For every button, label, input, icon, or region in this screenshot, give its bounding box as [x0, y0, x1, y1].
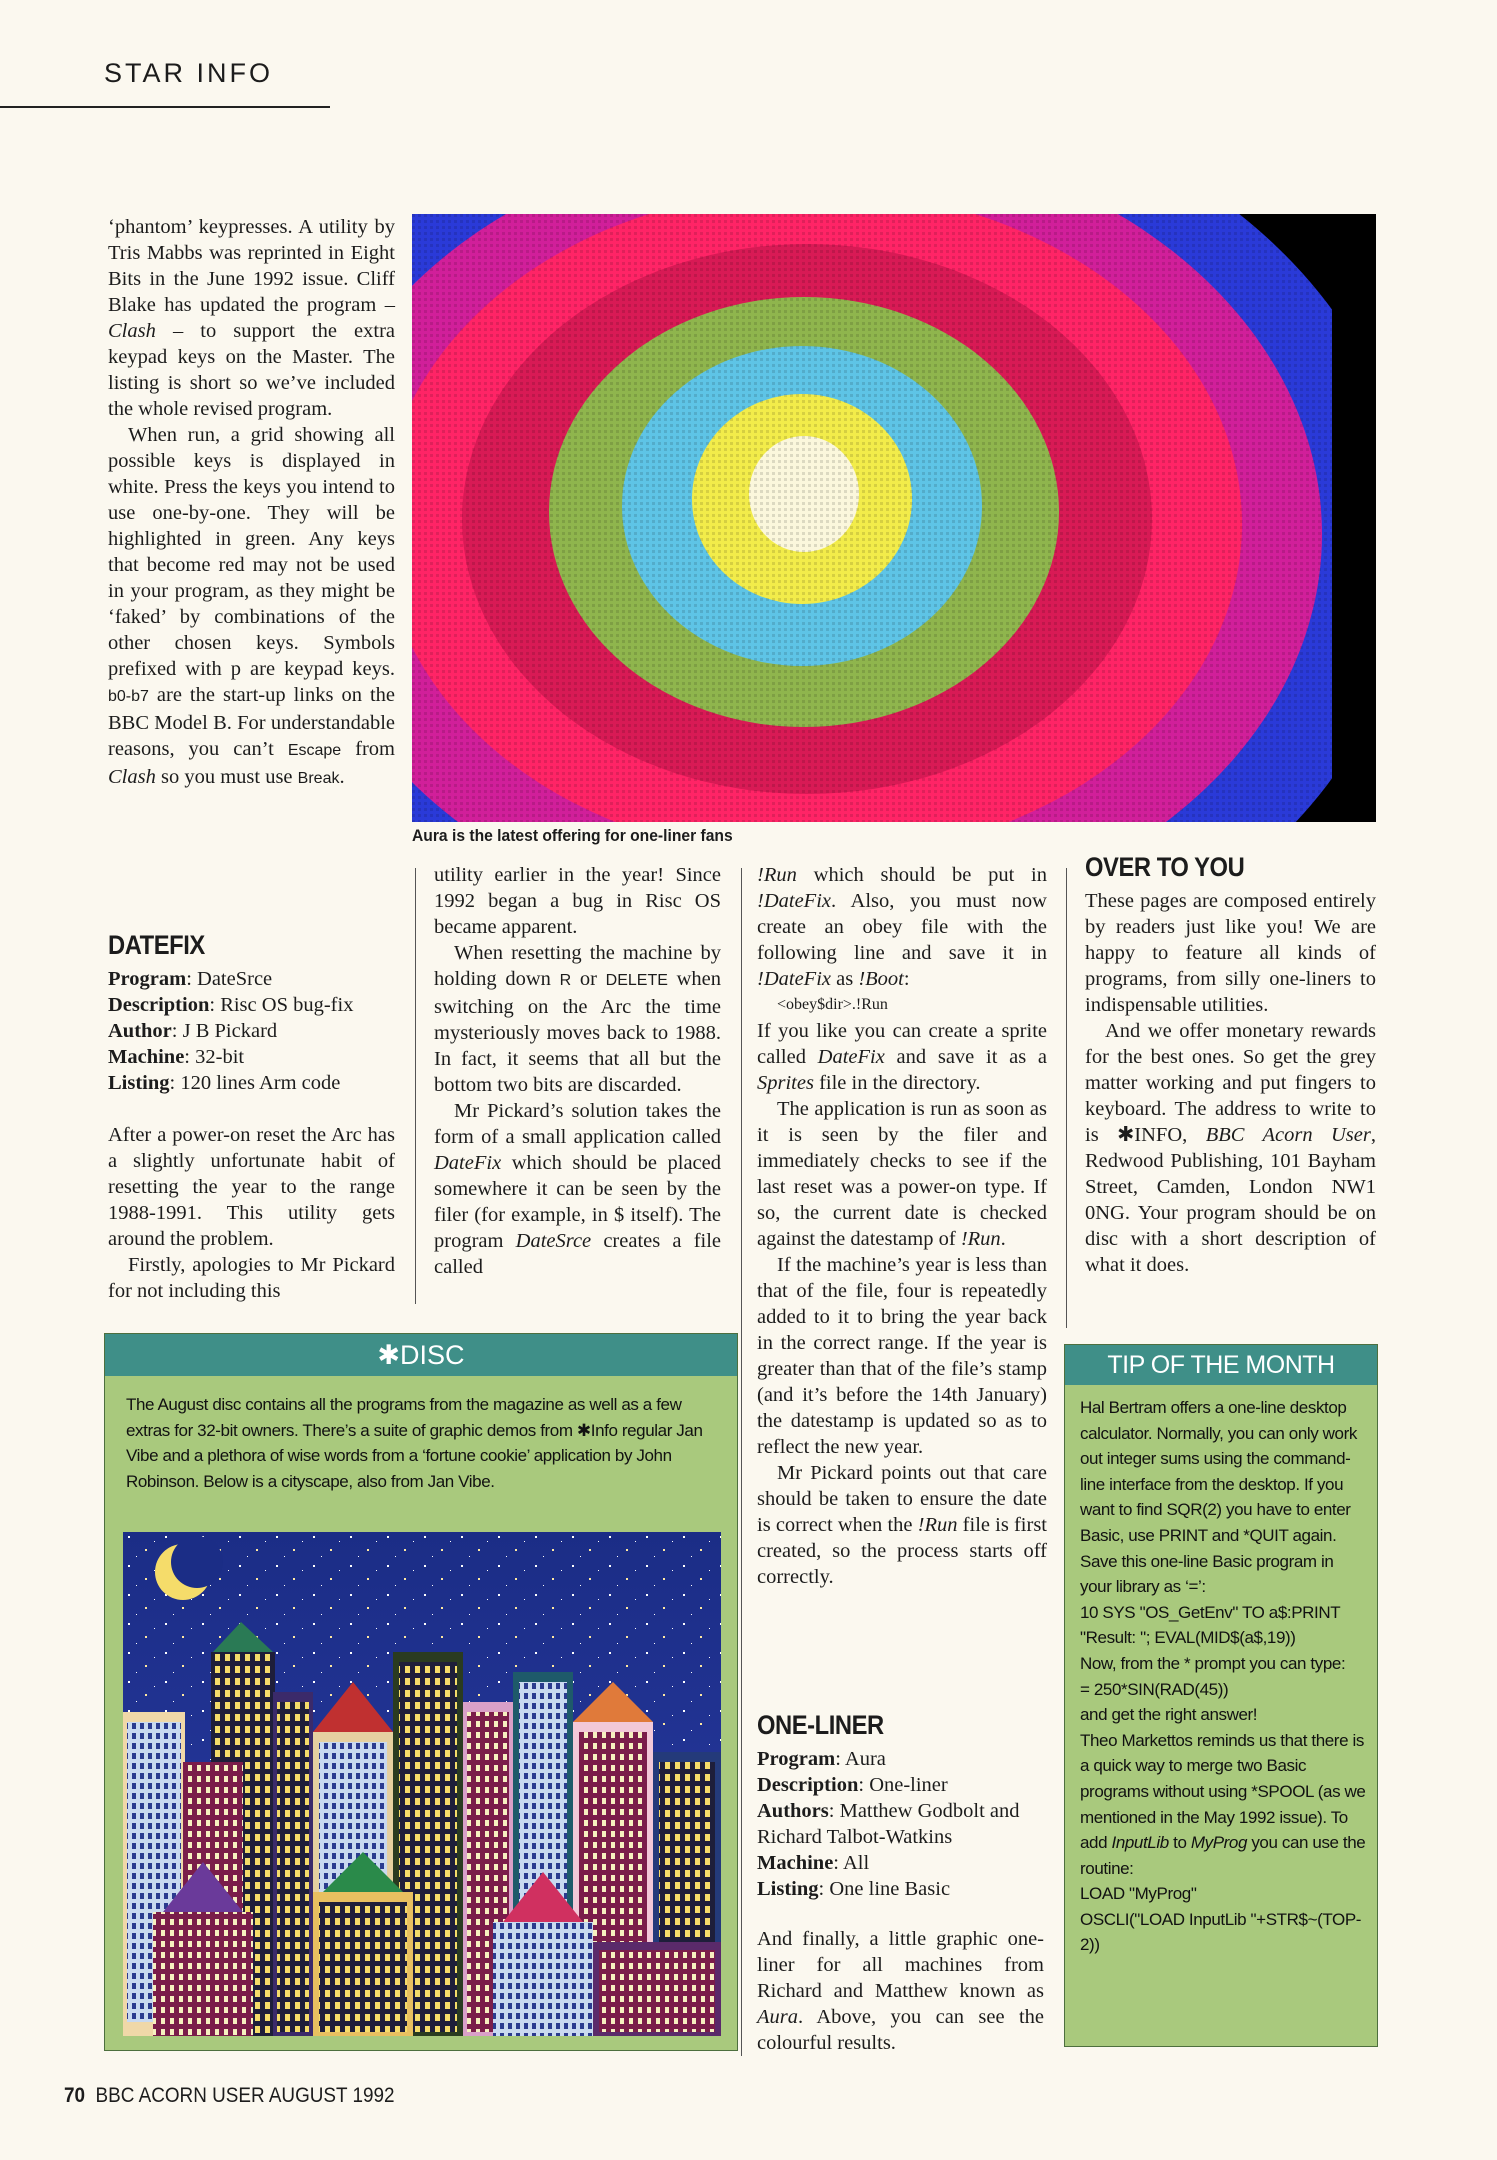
tip-code-2: = 250*SIN(RAD(45)) — [1080, 1679, 1229, 1699]
intro-column: ‘phantom’ keypresses. A utility by Tris Mabbs was reprinted in Eight Bits in the June 1992 issue. Cliff Blake has updated the program – Clash – to support the extra keypad keys on the Master. The listing is short so we’ve included the whole revised program. When run, a grid showing all possible keys is displayed in white. Press the keys you intend to use one-by-one. They will be highlighted in green. Any keys that become red may not be used in your program, as they might be ‘faked’ by combinations of the other chosen keys. Symbols prefixed with p are keypad keys. b0-b7 are the start-up links on the BBC Model B. For understandable reasons, you can’t Escape from Clash so you must use Break. — [108, 216, 395, 788]
column-rule-3 — [1066, 868, 1067, 1328]
obey-code: <obey$dir>.!Run — [777, 996, 888, 1013]
footer — [64, 2084, 395, 2108]
tip-code-3: LOAD "MyProg" — [1080, 1884, 1197, 1904]
tip-code-4: OSCLI("LOAD InputLib "+STR$~(TOP-2)) — [1080, 1909, 1362, 1955]
cityscape-image — [123, 1532, 721, 2036]
column-2: utility earlier in the year! Since 1992 began a bug in Risc OS became apparent. When resetting the machine by holding down R or DELETE when switching on the Arc the time mysteriously moves back to 1988. In fact, it seems that all but the bottom two bits are discarded. Mr Pickard’s solution takes the form of a small application called DateFix which should be placed somewhere it can be seen by the filer (for example, in $ itself). The program DateSrce creates a file called — [434, 864, 722, 1278]
over-to-you-body: These pages are composed entirely by readers just like you! We are happy to feature all kinds of programs, from silly one-liners to indispensable utilities. And we offer monetary rewards for the best ones. So get the grey matter working and put fingers to keyboard. The address to write to is ✱INFO, BBC Acorn User, Redwood Publishing, 101 Bayham Street, Camden, London NW1 0NG. Your program should be on disc with a short description of what it does. — [1085, 890, 1376, 1276]
column-rule-1 — [415, 868, 416, 1304]
oneliner-heading: ONE-LINER — [757, 1710, 884, 1740]
oneliner-body: And finally, a little graphic one-liner for all machines from Richard and Matthew known as Aura. Above, you can see the colourful results. — [757, 1928, 1044, 2054]
oneliner-specs: Program: Aura Description: One-liner Authors: Matthew Godbolt and Richard Talbot-Watkins Machine: All Listing: One line Basic — [757, 1748, 1020, 1900]
tip-box — [1064, 1344, 1378, 2047]
disc-box — [104, 1333, 738, 2051]
aura-rings — [412, 214, 1376, 822]
header-rule — [0, 106, 330, 108]
disc-box-text: The August disc contains all the programs from the magazine as well as a few extras for 32-bit owners. There’s a suite of graphic demos from ✱Info regular Jan Vibe and a plethora of wise words from a ‘fortune cookie’ application by John Robinson. Below is a cityscape, also from Jan Vibe. — [126, 1395, 703, 1491]
datefix-heading: DATEFIX — [108, 930, 205, 960]
column-3: !Run which should be put in !DateFix. Also, you must now create an obey file with the following line and save it in !DateFix as !Boot: <obey$dir>.!Run If you like you can create a sprite called DateFix and save it as a Sprites file in the directory. The application is run as soon as it is seen by the filer and immediately checks to see if the last reset was a power-on type. If so, the current date is checked against the datestamp of !Run. If the machine’s year is less than that of the file, four is repeatedly added to it to bring the year back in the correct range. If the year is greater than that of the file’s stamp (and it’s before the 14th January) the datestamp is updated so as to reflect the new year. Mr Pickard points out that care should be taken to ensure the date is correct when the !Run file is first created, so the process starts off correctly. — [757, 864, 1047, 1588]
column-rule-2 — [741, 868, 742, 2056]
aura-caption: Aura is the latest offering for one-liner fans — [412, 826, 733, 845]
tip-box-text: Hal Bertram offers a one-line desktop calculator. Normally, you can only work out integer sums using the command-line interface from the desktop. If you want to find SQR(2) you have to enter Basic, use PRINT and *QUIT again. Save this one-line Basic program in your library as ‘=’: 10 SYS "OS_GetEnv" TO a$:PRINT "Result: "; EVAL(MID$(a$,19)) Now, from the * prompt you can type: = 250*SIN(RAD(45)) and get the right answer! Theo Markettos reminds us that there is a quick way to merge two Basic programs without using *SPOOL (as we mentioned in the May 1992 issue). To add InputLib to MyProg you can use the routine: LOAD "MyProg" OSCLI("LOAD InputLib "+STR$~(TOP-2)) — [1080, 1395, 1366, 1958]
cityscape-drawing — [123, 1532, 721, 2036]
over-to-you-heading: OVER TO YOU — [1085, 852, 1245, 882]
page-number: 70 — [64, 2084, 86, 2107]
disc-box-title: ✱DISC — [105, 1334, 737, 1376]
tip-code-1: 10 SYS "OS_GetEnv" TO a$:PRINT "Result: "; EVAL(MID$(a$,19)) — [1080, 1602, 1340, 1648]
section-title: STAR INFO — [104, 58, 274, 88]
publication: BBC ACORN USER AUGUST 1992 — [95, 2084, 395, 2107]
tip-box-title: TIP OF THE MONTH — [1065, 1345, 1377, 1385]
datefix-body: After a power-on reset the Arc has a slightly unfortunate habit of resetting the year to the range 1988-1991. This utility gets around the problem. Firstly, apologies to Mr Pickard for not including this — [108, 1124, 395, 1302]
datefix-specs: Program: DateSrce Description: Risc OS bug-fix Author: J B Pickard Machine: 32-bit Listing: 120 lines Arm code — [108, 968, 354, 1094]
aura-image — [412, 214, 1376, 822]
